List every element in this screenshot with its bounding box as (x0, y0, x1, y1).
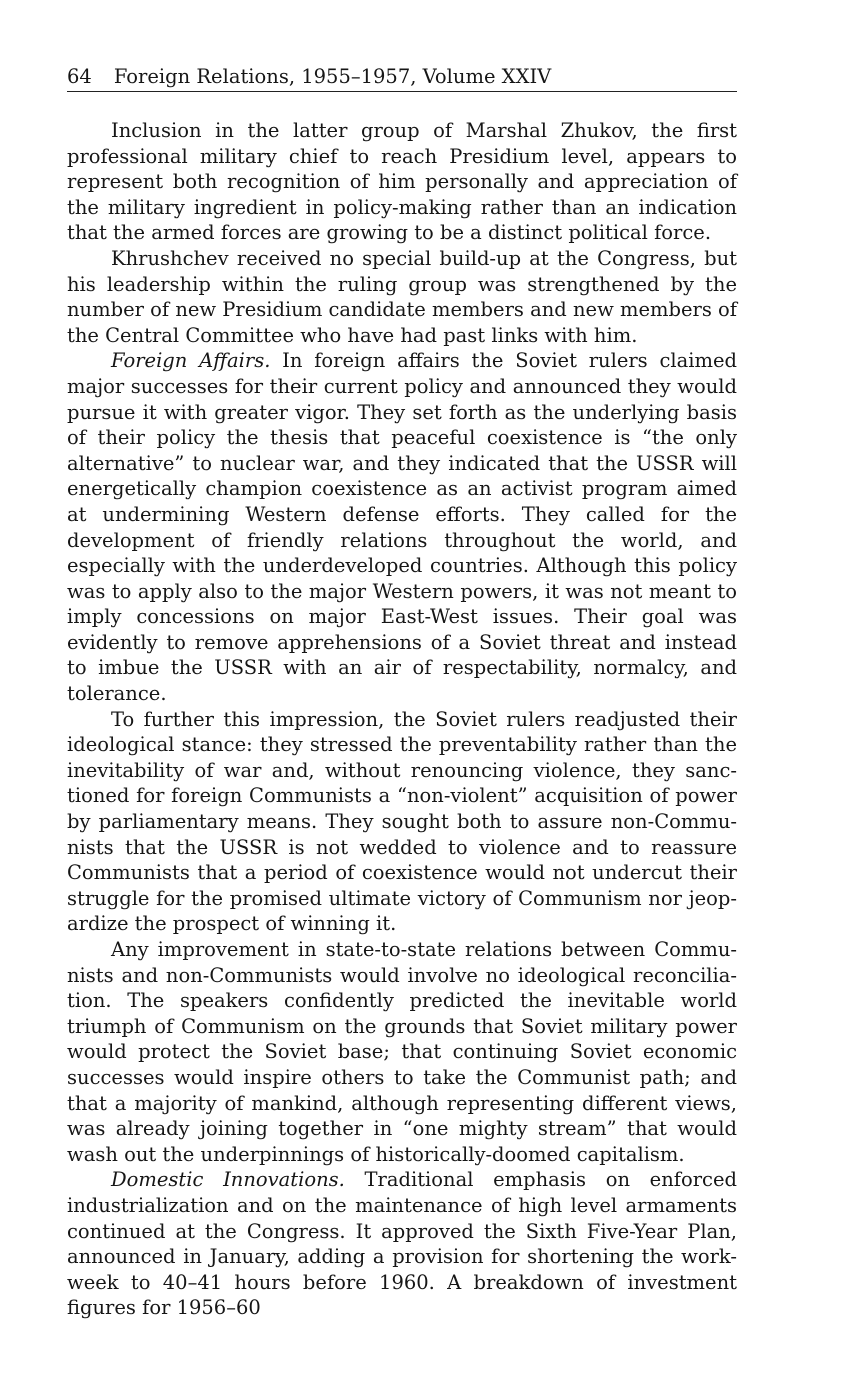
paragraph-domestic-innovations (67, 1167, 737, 1321)
document-page (67, 64, 737, 1321)
paragraph-text: Inclusion in the latter group of Marshal Zhukov, the first professional military chief to reach Presidium level, appears to represent both recognition of him personally and appreciation of the military ingredient in policy-making rather than an indication that the armed forces are growing to be a distinct political force. (67, 119, 737, 245)
paragraph-ideological-stance (67, 707, 737, 937)
paragraph-text: To further this impression, the Soviet rulers readjusted their ideological stance: they stressed the preventability rather than the inevitability of war and, without renouncing violence, they sanctioned for foreign Communists a “non-violent” acquisition of power by parliamentary means. They sought both to assure non-Communists that the USSR is not wedded to violence and to reassure Communists that a period of coexistence would not undercut their struggle for the promised ultimate victory of Communism nor jeopardize the prospect of winning it. (67, 707, 737, 936)
paragraph-khrushchev (67, 246, 737, 348)
page-number: 64 (67, 65, 92, 88)
body-text (67, 118, 737, 1321)
paragraph-zhukov (67, 118, 737, 246)
section-lead-domestic-innovations: Domestic Innovations. (111, 1168, 345, 1192)
paragraph-text: Traditional emphasis on enforced industrialization and on the maintenance of high level armaments continued at the Congress. It approved the Sixth Five-Year Plan, announced in January, adding a provision for shortening the work-week to 40–41 hours before 1960. A breakdown of investment figures for 1956–60 (67, 1168, 737, 1320)
paragraph-foreign-affairs (67, 348, 737, 706)
running-header (67, 64, 737, 92)
paragraph-state-relations (67, 937, 737, 1167)
running-title: Foreign Relations, 1955–1957, Volume XXIV (113, 65, 552, 88)
paragraph-text: In foreign affairs the Soviet rulers claimed major successes for their current policy and announced they would pursue it with greater vigor. They set forth as the underlying basis of their policy the thesis that peaceful coexistence is “the only alternative” to nuclear war, and they indicated that the USSR will energetically champion coexistence as an activist program aimed at undermining Western defense efforts. They called for the development of friendly relations throughout the world, and especially with the underdeveloped countries. Although this policy was to apply also to the major Western powers, it was not meant to imply concessions on major East-West issues. Their goal was evidently to remove apprehensions of a Soviet threat and instead to imbue the USSR with an air of respectability, normalcy, and tolerance. (67, 349, 737, 706)
paragraph-text: Khrushchev received no special build-up at the Congress, but his leadership within the ruling group was strengthened by the number of new Presidium candidate members and new members of the Central Committee who have had past links with him. (67, 246, 737, 347)
section-lead-foreign-affairs: Foreign Affairs. (111, 349, 271, 373)
paragraph-text: Any improvement in state-to-state relations between Communists and non-Communists would involve no ideological reconciliation. The speakers confidently predicted the inevitable world triumph of Communism on the grounds that Soviet military power would protect the Soviet base; that continuing Soviet economic successes would inspire others to take the Communist path; and that a majority of mankind, although representing different views, was already joining together in “one mighty stream” that would wash out the underpinnings of historically-doomed capitalism. (67, 938, 737, 1166)
